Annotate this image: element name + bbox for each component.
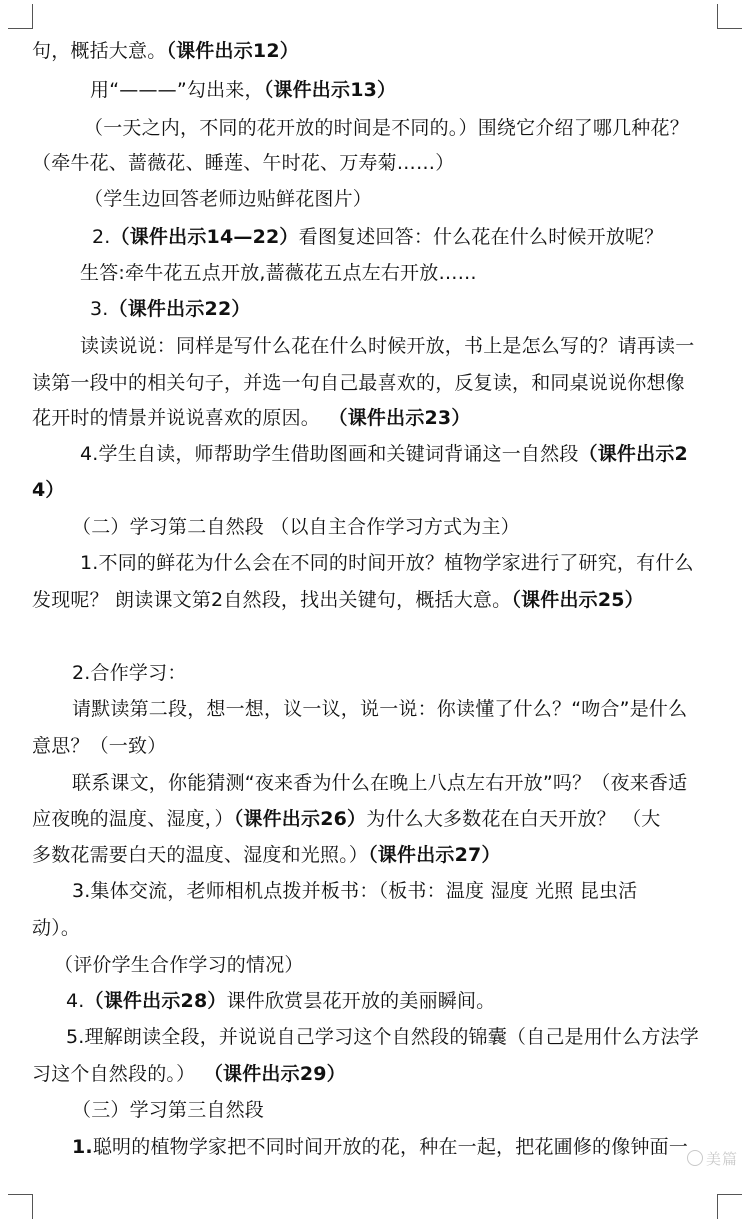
text-line: 意思？（一致） [32, 735, 167, 757]
text-line: 请默读第二段，想一想，议一议，说一说：你读懂了什么？“吻合”是什么 [72, 698, 688, 720]
text-line: （三）学习第三自然段 [72, 1099, 265, 1121]
text-line: （牵牛花、蔷薇花、睡莲、午时花、万寿菊……） [32, 152, 455, 174]
text-line: 动）。 [32, 917, 81, 939]
text-line: 多数花需要白天的温度、湿度和光照。）（课件出示27） [32, 844, 501, 866]
text-line: （学生边回答老师边贴鲜花图片） [84, 188, 373, 210]
text-line: 1.聪明的植物学家把不同时间开放的花，种在一起，把花圃修的像钟面一 [72, 1136, 689, 1158]
text-line: 用“———”勾出来，（课件出示13） [90, 79, 397, 101]
text-line: 2.（课件出示14—22）看图复述回答：什么花在什么时候开放呢？ [92, 226, 664, 248]
text-line: 应夜晚的温度、湿度，）（课件出示26）为什么大多数花在白天开放？ （大 [32, 808, 661, 830]
text-line: 习这个自然段的。） （课件出示29） [32, 1063, 346, 1085]
watermark-logo-icon [687, 1150, 703, 1166]
text-line: 3.集体交流，老师相机点拨并板书：（板书：温度 湿度 光照 昆虫活 [72, 880, 638, 902]
text-line: 生答:牵牛花五点开放,蔷薇花五点左右开放…… [80, 262, 477, 284]
crop-mark-bottom-left [8, 1194, 33, 1219]
crop-mark-top-right [717, 4, 742, 29]
text-line: 5.理解朗读全段，并说说自己学习这个自然段的锦囊（自己是用什么方法学 [66, 1026, 699, 1048]
text-line: （二）学习第二自然段 （以自主合作学习方式为主） [72, 516, 520, 538]
text-line: 联系课文，你能猜测“夜来香为什么在晚上八点左右开放”吗？（夜来香适 [72, 772, 688, 794]
watermark: 美篇 [687, 1148, 738, 1169]
text-line: 花开时的情景并说说喜欢的原因。 （课件出示23） [32, 407, 471, 429]
text-line: 1.不同的鲜花为什么会在不同的时间开放？植物学家进行了研究，有什么 [80, 552, 694, 574]
text-line: 4） [32, 479, 65, 501]
text-line: 3.（课件出示22） [90, 298, 251, 320]
text-line: （一天之内，不同的花开放的时间是不同的。）围绕它介绍了哪几种花？ [84, 117, 689, 139]
crop-mark-bottom-right [717, 1194, 742, 1219]
text-line: 读读说说：同样是写什么花在什么时候开放，书上是怎么写的？请再读一 [80, 335, 695, 357]
crop-mark-top-left [8, 4, 33, 29]
text-line: 句，概括大意。（课件出示12） [32, 40, 299, 62]
text-line: （评价学生合作学习的情况） [54, 954, 304, 976]
text-line: 4.学生自读，师帮助学生借助图画和关键词背诵这一自然段（课件出示2 [80, 443, 688, 465]
text-line: 4.（课件出示28）课件欣赏昙花开放的美丽瞬间。 [66, 990, 496, 1012]
text-line: 2.合作学习： [72, 662, 187, 684]
text-line: 发现呢？ 朗读课文第2自然段，找出关键句，概括大意。（课件出示25） [32, 589, 644, 611]
text-line: 读第一段中的相关句子，并选一句自己最喜欢的，反复读，和同桌说说你想像 [32, 372, 685, 394]
